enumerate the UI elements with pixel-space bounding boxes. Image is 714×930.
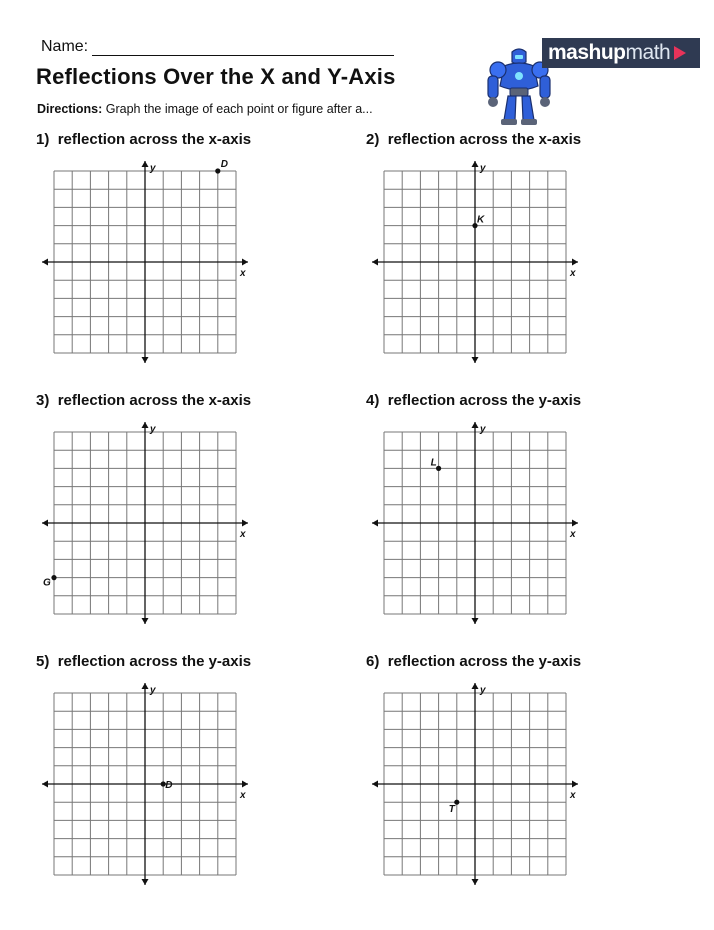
logo-text-light: math	[625, 41, 671, 64]
point-label: T	[448, 804, 455, 816]
point-T	[454, 800, 459, 805]
x-axis-label: x	[240, 529, 246, 540]
arrow-right-icon	[242, 259, 248, 266]
y-axis-label: y	[150, 685, 156, 696]
y-axis-label: y	[150, 163, 156, 174]
directions	[37, 102, 373, 116]
arrow-up-icon	[472, 161, 479, 167]
problem-3-label: 3) reflection across the x-axis	[36, 392, 252, 409]
coordinate-grid-3[interactable]	[38, 416, 254, 626]
logo-text-bold: mashup	[548, 41, 626, 64]
y-axis-label: y	[480, 424, 486, 435]
arrow-down-icon	[472, 618, 479, 624]
problem-5-label: 5) reflection across the y-axis	[36, 653, 252, 670]
mashupmath-logo	[542, 38, 700, 68]
directions-label: Directions:	[37, 102, 103, 116]
point-label: G	[43, 577, 51, 589]
arrow-up-icon	[142, 161, 149, 167]
arrow-down-icon	[142, 357, 149, 363]
problem-6-label: 6) reflection across the y-axis	[366, 653, 582, 670]
arrow-down-icon	[142, 879, 149, 885]
y-axis-label: y	[480, 685, 486, 696]
arrow-left-icon	[42, 781, 48, 788]
arrow-down-icon	[142, 618, 149, 624]
x-axis-label: x	[240, 790, 246, 801]
arrow-right-icon	[572, 520, 578, 527]
arrow-up-icon	[142, 683, 149, 689]
name-label: Name:	[41, 38, 89, 55]
arrow-up-icon	[472, 422, 479, 428]
arrow-up-icon	[142, 422, 149, 428]
arrow-down-icon	[472, 357, 479, 363]
x-axis-label: x	[570, 268, 576, 279]
name-line[interactable]	[92, 41, 394, 56]
coordinate-grid-1[interactable]	[38, 155, 254, 365]
point-label: L	[430, 457, 437, 469]
arrow-right-icon	[572, 259, 578, 266]
point-D	[215, 168, 220, 173]
point-L	[436, 466, 441, 471]
arrow-down-icon	[472, 879, 479, 885]
name-field[interactable]	[41, 38, 394, 56]
problem-4-label: 4) reflection across the y-axis	[366, 392, 582, 409]
page-title: Reflections Over the X and Y-Axis	[36, 64, 396, 89]
point-G	[51, 575, 56, 580]
arrow-up-icon	[472, 683, 479, 689]
x-axis-label: x	[570, 790, 576, 801]
arrow-left-icon	[372, 520, 378, 527]
arrow-left-icon	[42, 520, 48, 527]
y-axis-label: y	[480, 163, 486, 174]
play-icon	[674, 46, 686, 60]
arrow-left-icon	[42, 259, 48, 266]
point-label: D	[165, 780, 173, 791]
problem-1-label: 1) reflection across the x-axis	[36, 131, 252, 148]
point-label: D	[220, 159, 229, 170]
coordinate-grid-4[interactable]	[368, 416, 584, 626]
x-axis-label: x	[570, 529, 576, 540]
y-axis-label: y	[150, 424, 156, 435]
arrow-left-icon	[372, 259, 378, 266]
directions-text: Graph the image of each point or figure after a...	[102, 102, 373, 116]
arrow-left-icon	[372, 781, 378, 788]
point-label: K	[477, 214, 485, 226]
logo-text	[548, 41, 670, 65]
coordinate-grid-2[interactable]	[368, 155, 584, 365]
arrow-right-icon	[242, 781, 248, 788]
problem-2-label: 2) reflection across the x-axis	[366, 131, 582, 148]
arrow-right-icon	[242, 520, 248, 527]
arrow-right-icon	[572, 781, 578, 788]
x-axis-label: x	[240, 268, 246, 279]
coordinate-grid-5[interactable]	[38, 677, 254, 887]
coordinate-grid-6[interactable]	[368, 677, 584, 887]
